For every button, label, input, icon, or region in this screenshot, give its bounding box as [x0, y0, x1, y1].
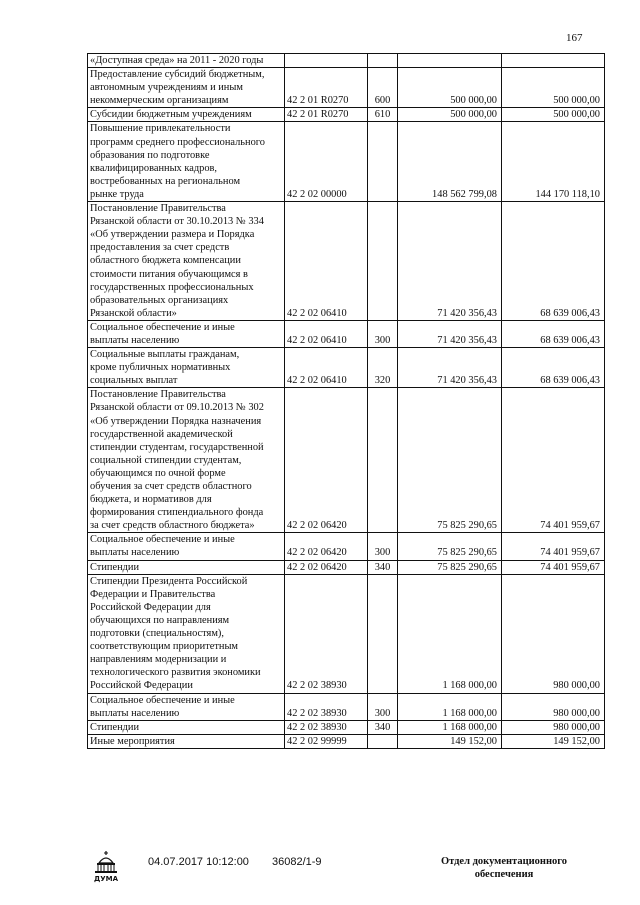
row-name: Постановление Правительства Рязанской области от 09.10.2013 № 302 «Об утверждении Порядка назначения государственной академической стипендии студентам, государственной социальной стипендии студентам, обучающимся по очной форме обучения за счет средств областного бюджета, и нормативов для формирования стипендиального фонда за счет средств областного бюджета» — [88, 388, 285, 533]
row-target-code: 42 2 02 38930 — [285, 574, 368, 693]
footer-date: 04.07.2017 10:12:00 — [148, 856, 249, 868]
row-sum-year2: 74 401 959,67 — [502, 560, 605, 574]
row-sum-year2: 144 170 118,10 — [502, 122, 605, 202]
row-expense-type — [368, 388, 398, 533]
row-sum-year1: 75 825 290,65 — [398, 560, 502, 574]
row-expense-type — [368, 574, 398, 693]
page-number: 167 — [566, 32, 583, 44]
row-sum-year2: 74 401 959,67 — [502, 533, 605, 560]
row-name: Стипендии — [88, 560, 285, 574]
row-expense-type — [368, 734, 398, 748]
row-name: Социальные выплаты гражданам, кроме публичных нормативных социальных выплат — [88, 348, 285, 388]
row-target-code: 42 2 02 06420 — [285, 560, 368, 574]
row-sum-year1 — [398, 54, 502, 68]
table-row — [88, 388, 605, 533]
table-row — [88, 348, 605, 388]
row-sum-year2: 980 000,00 — [502, 693, 605, 720]
row-target-code: 42 2 02 06410 — [285, 348, 368, 388]
table-row — [88, 54, 605, 68]
row-sum-year1: 148 562 799,08 — [398, 122, 502, 202]
row-sum-year2: 68 639 006,43 — [502, 348, 605, 388]
row-sum-year1: 75 825 290,65 — [398, 388, 502, 533]
row-name: Иные мероприятия — [88, 734, 285, 748]
row-name: Предоставление субсидий бюджетным, автономным учреждениям и иным некоммерческим организациям — [88, 68, 285, 108]
row-target-code: 42 2 02 99999 — [285, 734, 368, 748]
row-sum-year1: 71 420 356,43 — [398, 320, 502, 347]
footer-department: Отдел документационного обеспечения — [440, 856, 568, 880]
row-expense-type: 610 — [368, 108, 398, 122]
row-sum-year1: 71 420 356,43 — [398, 348, 502, 388]
row-sum-year2: 68 639 006,43 — [502, 202, 605, 321]
table-row — [88, 320, 605, 347]
row-expense-type: 340 — [368, 560, 398, 574]
row-sum-year1: 71 420 356,43 — [398, 202, 502, 321]
footer-doc-number: 36082/1-9 — [272, 856, 322, 868]
row-sum-year2: 68 639 006,43 — [502, 320, 605, 347]
row-name: Социальное обеспечение и иные выплаты населению — [88, 320, 285, 347]
row-expense-type: 300 — [368, 533, 398, 560]
row-target-code: 42 2 02 06410 — [285, 202, 368, 321]
budget-table — [87, 53, 605, 749]
row-sum-year1: 75 825 290,65 — [398, 533, 502, 560]
row-sum-year1: 500 000,00 — [398, 68, 502, 108]
row-target-code: 42 2 02 00000 — [285, 122, 368, 202]
row-sum-year2: 74 401 959,67 — [502, 388, 605, 533]
row-sum-year1: 500 000,00 — [398, 108, 502, 122]
row-target-code: 42 2 02 38930 — [285, 720, 368, 734]
table-row — [88, 533, 605, 560]
row-name: Стипендии — [88, 720, 285, 734]
row-name: Стипендии Президента Российской Федерации и Правительства Российской Федерации для обучающихся по направлениям подготовки (специальностям), соответствующим приоритетным направлениям модернизации и технологического развития экономики Российской Федерации — [88, 574, 285, 693]
row-sum-year1: 1 168 000,00 — [398, 693, 502, 720]
table-row — [88, 734, 605, 748]
row-expense-type: 300 — [368, 320, 398, 347]
table-row — [88, 720, 605, 734]
row-sum-year2: 980 000,00 — [502, 574, 605, 693]
table-row — [88, 574, 605, 693]
table-row — [88, 122, 605, 202]
row-name: Социальное обеспечение и иные выплаты населению — [88, 693, 285, 720]
table-row — [88, 108, 605, 122]
row-target-code: 42 2 02 06410 — [285, 320, 368, 347]
row-sum-year2 — [502, 54, 605, 68]
row-expense-type — [368, 202, 398, 321]
duma-logo — [91, 850, 121, 884]
row-expense-type — [368, 122, 398, 202]
row-sum-year2: 500 000,00 — [502, 68, 605, 108]
row-name: Социальное обеспечение и иные выплаты населению — [88, 533, 285, 560]
row-sum-year1: 1 168 000,00 — [398, 720, 502, 734]
row-expense-type: 600 — [368, 68, 398, 108]
row-sum-year2: 149 152,00 — [502, 734, 605, 748]
row-expense-type — [368, 54, 398, 68]
row-expense-type: 320 — [368, 348, 398, 388]
row-name: Субсидии бюджетным учреждениям — [88, 108, 285, 122]
row-target-code: 42 2 02 06420 — [285, 388, 368, 533]
row-target-code: 42 2 01 R0270 — [285, 68, 368, 108]
row-target-code: 42 2 01 R0270 — [285, 108, 368, 122]
row-expense-type: 300 — [368, 693, 398, 720]
table-row — [88, 68, 605, 108]
table-row — [88, 202, 605, 321]
table-row — [88, 560, 605, 574]
row-target-code: 42 2 02 38930 — [285, 693, 368, 720]
row-sum-year1: 1 168 000,00 — [398, 574, 502, 693]
row-name: «Доступная среда» на 2011 - 2020 годы — [88, 54, 285, 68]
row-expense-type: 340 — [368, 720, 398, 734]
row-sum-year1: 149 152,00 — [398, 734, 502, 748]
row-target-code: 42 2 02 06420 — [285, 533, 368, 560]
row-target-code — [285, 54, 368, 68]
logo-text: ДУМА — [93, 875, 119, 883]
row-sum-year2: 500 000,00 — [502, 108, 605, 122]
row-sum-year2: 980 000,00 — [502, 720, 605, 734]
table-row — [88, 693, 605, 720]
row-name: Постановление Правительства Рязанской области от 30.10.2013 № 334 «Об утверждении размера и Порядка предоставления за счет средств областного бюджета компенсации стоимости питания обучающимся в государственных профессиональных образовательных организациях Рязанской области» — [88, 202, 285, 321]
row-name: Повышение привлекательности программ среднего профессионального образования по подготовке квалифицированных кадров, востребованных на региональном рынке труда — [88, 122, 285, 202]
